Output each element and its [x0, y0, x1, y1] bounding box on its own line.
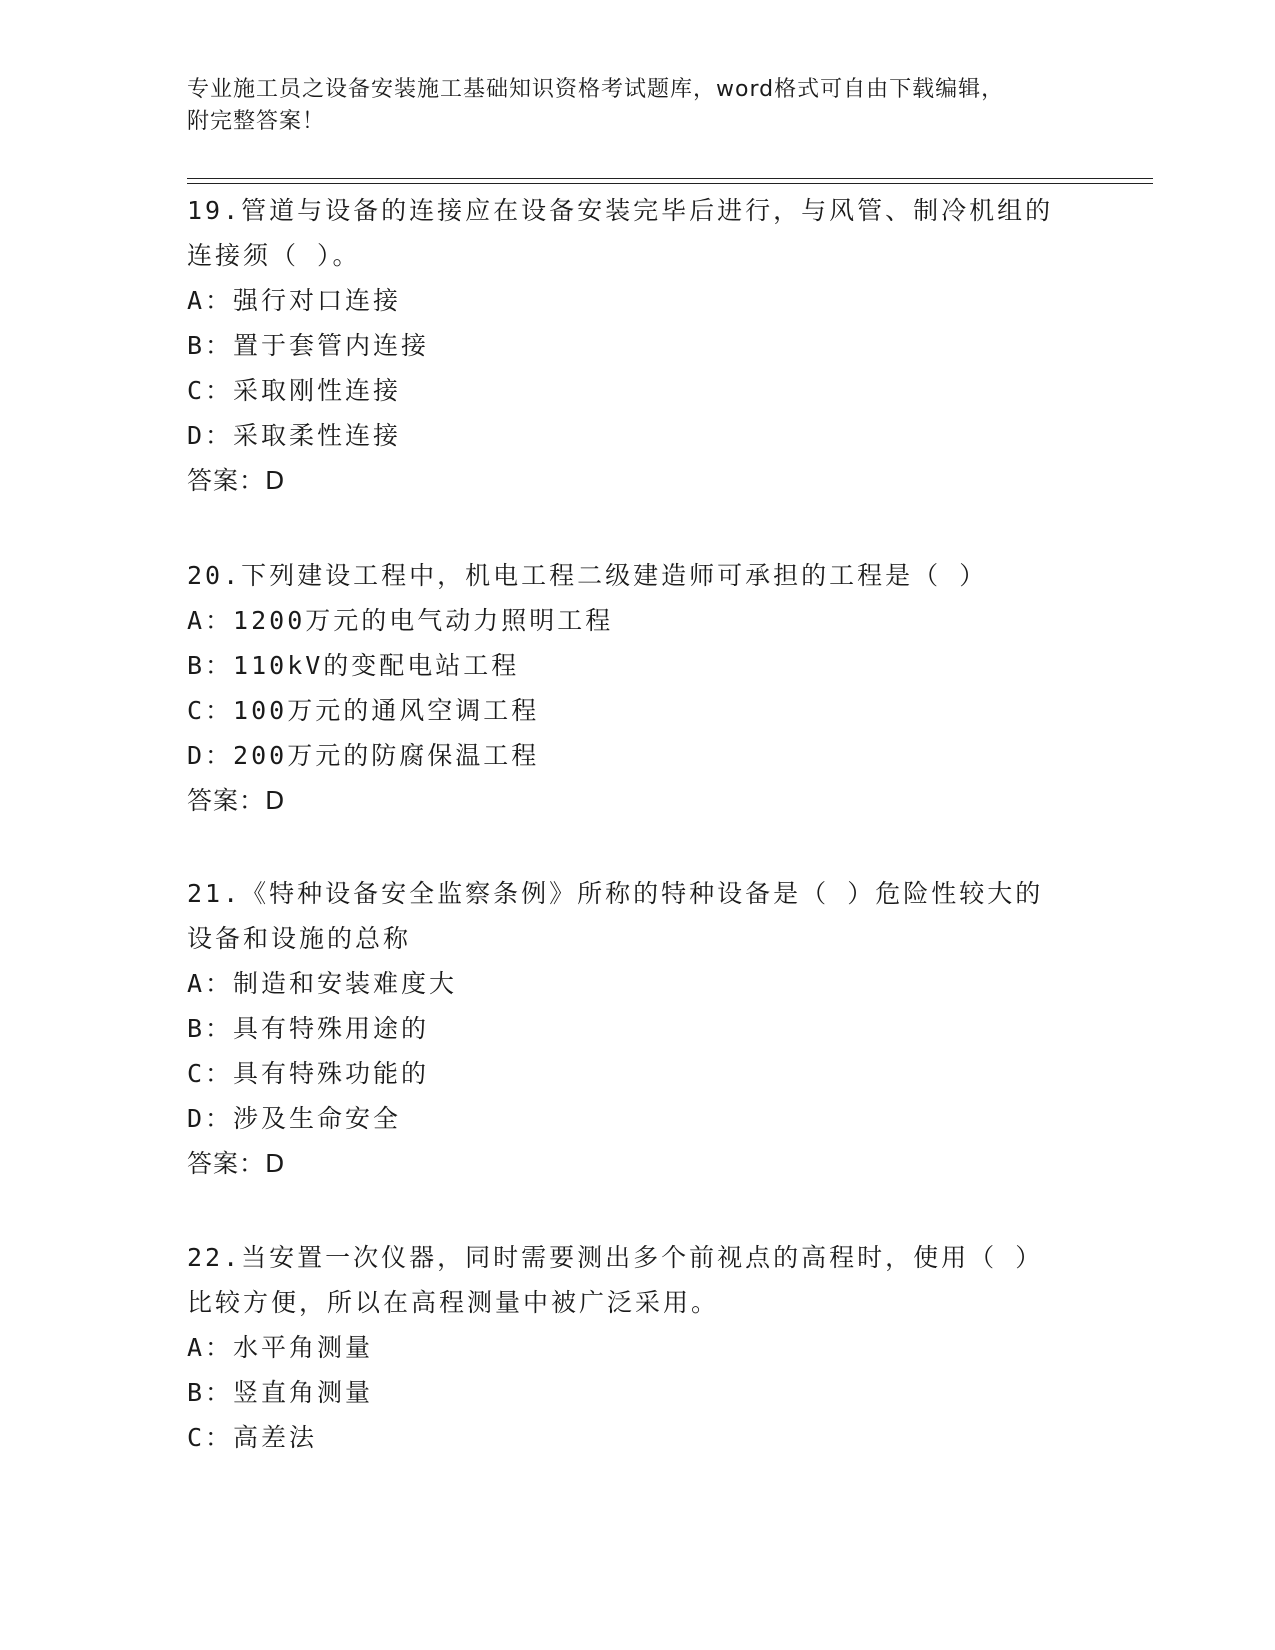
option-b: B：置于套管内连接 — [187, 331, 430, 360]
answer-line: 答案：D — [187, 466, 286, 495]
option-a: A：1200万元的电气动力照明工程 — [187, 606, 614, 635]
option-c: C：100万元的通风空调工程 — [187, 696, 540, 725]
question-stem-line-1: 20.下列建设工程中，机电工程二级建造师可承担的工程是（ ） — [187, 561, 988, 590]
question-stem-line-1: 21.《特种设备安全监察条例》所称的特种设备是（ ）危险性较大的 — [187, 879, 1044, 908]
option-d: D：200万元的防腐保温工程 — [187, 741, 540, 770]
question-stem-line-1: 22.当安置一次仪器，同时需要测出多个前视点的高程时，使用（ ） — [187, 1243, 1044, 1272]
option-c: C：采取刚性连接 — [187, 376, 402, 405]
question-21 — [187, 871, 1087, 1186]
option-b: B：竖直角测量 — [187, 1378, 374, 1407]
document-header — [187, 74, 1087, 138]
question-22 — [187, 1235, 1087, 1460]
question-stem-line-2: 连接须（ ）。 — [187, 241, 361, 270]
question-stem-line-1: 19.管道与设备的连接应在设备安装完毕后进行，与风管、制冷机组的 — [187, 196, 1054, 225]
header-line-1: 专业施工员之设备安装施工基础知识资格考试题库，word格式可自由下载编辑， — [187, 77, 1005, 102]
option-b: B：具有特殊用途的 — [187, 1014, 430, 1043]
option-a: A：强行对口连接 — [187, 286, 402, 315]
question-stem-line-2: 比较方便，所以在高程测量中被广泛采用。 — [187, 1288, 720, 1317]
header-line-2: 附完整答案！ — [187, 109, 326, 134]
option-a: A：水平角测量 — [187, 1333, 374, 1362]
answer-line: 答案：D — [187, 786, 286, 815]
question-stem-line-2: 设备和设施的总称 — [187, 924, 412, 953]
option-d: D：采取柔性连接 — [187, 421, 402, 450]
option-b: B：110kV的变配电站工程 — [187, 651, 520, 680]
answer-line: 答案：D — [187, 1149, 286, 1178]
option-d: D：涉及生命安全 — [187, 1104, 402, 1133]
option-c: C：高差法 — [187, 1423, 318, 1452]
option-c: C：具有特殊功能的 — [187, 1059, 430, 1088]
header-divider-bottom — [187, 183, 1153, 184]
question-20 — [187, 553, 1087, 823]
option-a: A：制造和安装难度大 — [187, 969, 458, 998]
question-19 — [187, 188, 1087, 503]
header-divider-top — [187, 178, 1153, 179]
